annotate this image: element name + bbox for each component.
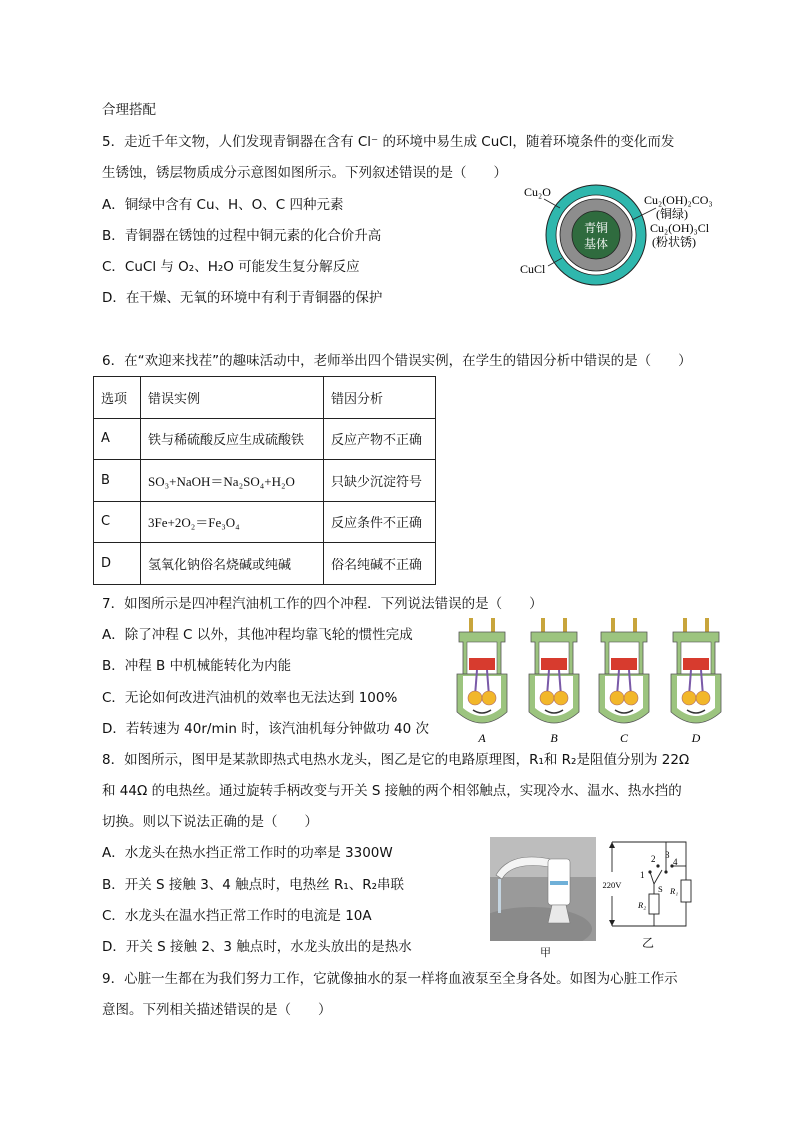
cell: 3Fe+2O₂＝Fe₃O₄ (141, 501, 324, 543)
q8-stem-line2: 和 44Ω 的电热丝。通过旋转手柄改变与开关 S 接触的两个相邻触点，实现冷水、温水、热水挡的 (102, 783, 682, 799)
voltage-label: 220V (602, 880, 622, 890)
cell: 只缺少沉淀符号 (324, 460, 436, 502)
contact-4: 4 (673, 857, 678, 867)
cell: B (94, 460, 141, 502)
cell: D (94, 543, 141, 585)
q5-option-a: A．铜绿中含有 Cu、H、O、C 四种元素 (102, 197, 344, 213)
q8-faucet-photo (490, 837, 596, 941)
r1-label: R₁ (670, 886, 679, 896)
cell: 铁与稀硫酸反应生成硫酸铁 (141, 418, 324, 460)
powder-name: (粉状锈) (652, 235, 696, 249)
q5-option-d: D．在干燥、无氧的环境中有利于青铜器的保护 (102, 290, 383, 306)
engine-a-icon (457, 618, 507, 723)
core-label-2: 基体 (583, 237, 609, 251)
circuit-label-yi: 乙 (642, 936, 655, 950)
q6-table (93, 376, 436, 585)
engine-c-icon (599, 618, 649, 723)
cell: 反应产物不正确 (324, 418, 436, 460)
engine-label-c: C (619, 731, 629, 745)
table-row (94, 501, 436, 543)
q7-option-c: C．无论如何改进汽油机的效率也无法达到 100% (102, 690, 398, 706)
table-header-row (94, 377, 436, 419)
core-label-1: 青铜 (583, 221, 609, 235)
q7-engine-strokes-figure (455, 616, 740, 746)
q7-option-a: A．除了冲程 C 以外，其他冲程均靠飞轮的惯性完成 (102, 627, 413, 643)
patina-name: (铜绿) (656, 207, 688, 221)
cell: 俗名纯碱不正确 (324, 543, 436, 585)
cu2o-label: Cu₂O (524, 185, 551, 199)
q9-stem-line1: 9．心脏一生都在为我们努力工作，它就像抽水的泵一样将血液泵至全身各处。如图为心脏工作示 (102, 971, 678, 987)
engine-b-icon (529, 618, 579, 723)
engine-label-a: A (478, 731, 486, 745)
q8-option-c: C．水龙头在温水挡正常工作时的电流是 10A (102, 908, 372, 924)
cell: A (94, 418, 141, 460)
q8-option-a: A．水龙头在热水挡正常工作时的功率是 3300W (102, 845, 393, 861)
patina-formula: Cu₂(OH)₂CO₃ (644, 193, 713, 207)
r2-label: R₂ (638, 900, 647, 910)
contact-1: 1 (640, 870, 645, 880)
q5-rust-layer-figure (510, 180, 740, 290)
q7-option-d: D．若转速为 40r/min 时，该汽油机每分钟做功 40 次 (102, 721, 429, 737)
q5-stem-line2: 生锈蚀，锈层物质成分示意图如图所示。下列叙述错误的是（ ） (102, 165, 507, 181)
resistor-r1-icon (681, 880, 691, 902)
switch-s-label: S (658, 884, 663, 894)
q8-option-d: D．开关 S 接触 2、3 触点时，水龙头放出的是热水 (102, 939, 412, 955)
engine-label-b: B (550, 731, 558, 745)
q9-stem-line2: 意图。下列相关描述错误的是（ ） (102, 1002, 332, 1018)
header-example: 错误实例 (141, 377, 324, 419)
q7-option-b: B．冲程 B 中机械能转化为内能 (102, 658, 292, 674)
cell: 反应条件不正确 (324, 501, 436, 543)
q8-stem-line1: 8．如图所示，图甲是某款即热式电热水龙头，图乙是它的电路原理图，R₁和 R₂是阻值分别为 22Ω (102, 752, 690, 768)
engine-label-d: D (691, 731, 701, 745)
powder-formula: Cu₂(OH)₃Cl (650, 221, 710, 235)
q5-stem-line1: 5．走近千年文物，人们发现青铜器在含有 Cl⁻ 的环境中易生成 CuCl，随着环境条件的变化而发 (102, 134, 675, 150)
q8-option-b: B．开关 S 接触 3、4 触点时，电热丝 R₁、R₂串联 (102, 877, 405, 893)
intro-text: 合理搭配 (102, 102, 156, 118)
header-option: 选项 (94, 377, 141, 419)
cell: SO₃+NaOH＝Na₂SO₄+H₂O (141, 460, 324, 502)
q5-option-b: B．青铜器在锈蚀的过程中铜元素的化合价升高 (102, 228, 382, 244)
cell: 氢氧化钠俗名烧碱或纯碱 (141, 543, 324, 585)
cell: C (94, 501, 141, 543)
q8-stem-line3: 切换。则以下说法正确的是（ ） (102, 814, 318, 830)
bronze-core (572, 211, 620, 259)
faucet-label-jia: 甲 (540, 946, 551, 959)
q7-stem: 7．如图所示是四冲程汽油机工作的四个冲程．下列说法错误的是（ ） (102, 596, 543, 612)
table-row (94, 460, 436, 502)
header-analysis: 错因分析 (324, 377, 436, 419)
q6-stem: 6．在“欢迎来找茬”的趣味活动中，老师举出四个错误实例，在学生的错因分析中错误的是（ ） (102, 353, 692, 369)
engine-d-icon (671, 618, 721, 723)
q5-option-c: C．CuCl 与 O₂、H₂O 可能发生复分解反应 (102, 259, 360, 275)
table-row (94, 543, 436, 585)
contact-3: 3 (665, 850, 670, 860)
q8-circuit-diagram (602, 832, 706, 942)
table-row (94, 418, 436, 460)
resistor-r2-icon (649, 894, 659, 914)
contact-2: 2 (651, 854, 656, 864)
cucl-label: CuCl (520, 262, 546, 276)
